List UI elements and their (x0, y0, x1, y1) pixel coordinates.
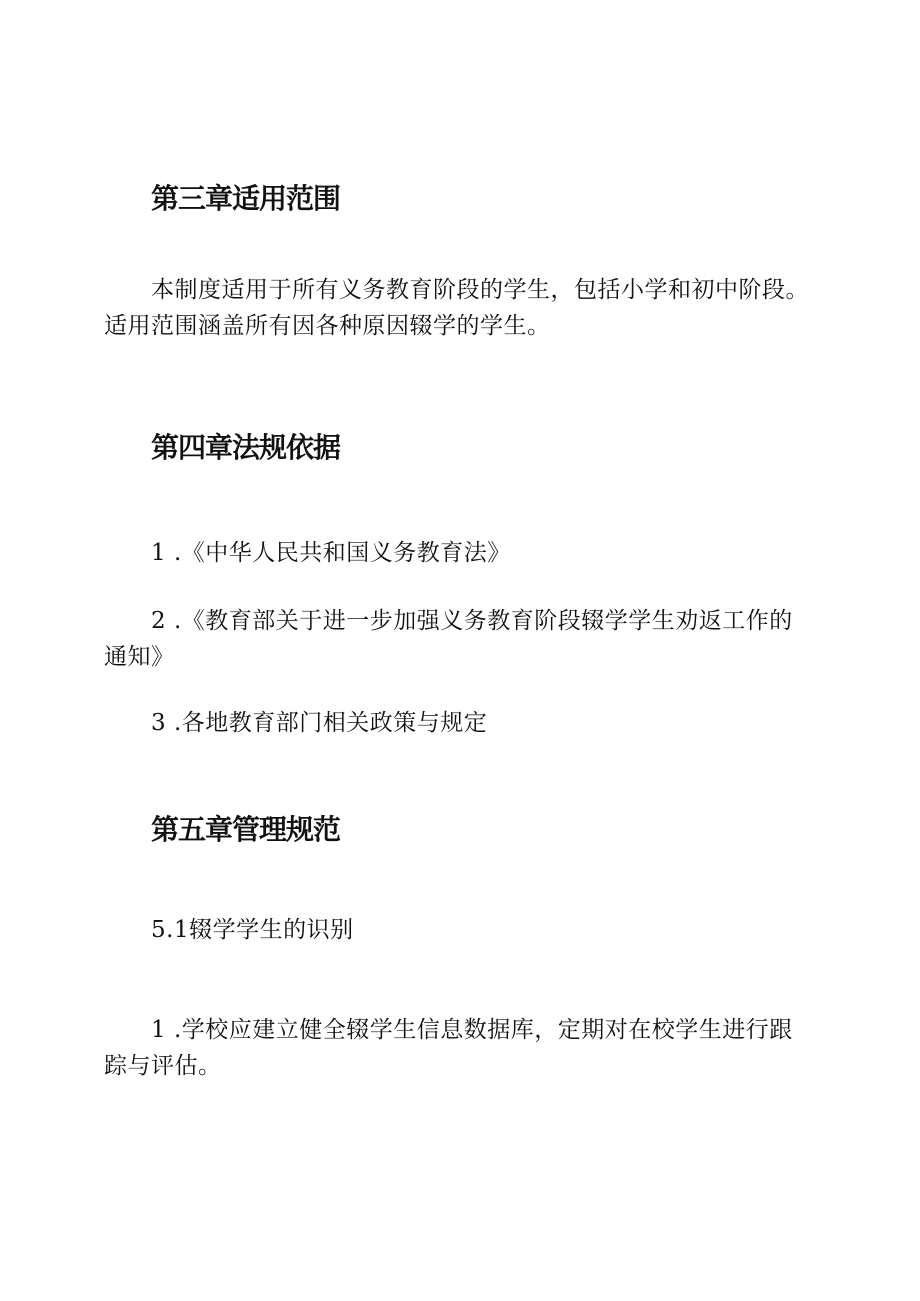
section-5-1-title: 5.1辍学学生的识别 (151, 917, 354, 943)
management-item-1: 1 .学校应建立健全辍学生信息数据库，定期对在校学生进行跟踪与评估。 (104, 1017, 793, 1079)
regulation-item-3: 3 .各地教育部门相关政策与规定 (151, 710, 488, 736)
regulation-item-2: 2 .《教育部关于进一步加强义务教育阶段辍学学生劝返工作的通知》 (104, 608, 793, 670)
chapter-4-title: 第四章法规依据 (151, 431, 341, 464)
regulation-item-1: 1 .《中华人民共和国义务教育法》 (151, 540, 511, 566)
chapter-5-title: 第五章管理规范 (151, 813, 341, 846)
chapter-3-paragraph: 本制度适用于所有义务教育阶段的学生，包括小学和初中阶段。适用范围涵盖所有因各种原因辍学的学生。 (104, 277, 809, 339)
chapter-3-title: 第三章适用范围 (151, 182, 341, 215)
